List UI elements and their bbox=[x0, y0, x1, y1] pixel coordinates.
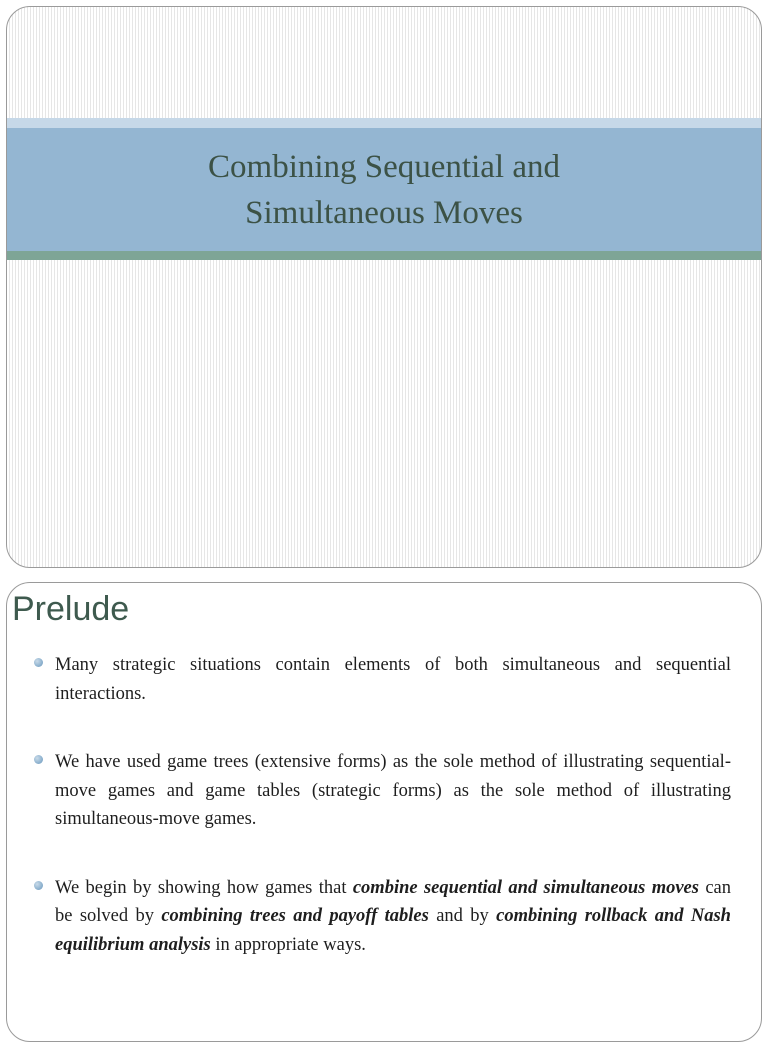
bullet-text-part: can be solved by bbox=[55, 877, 731, 926]
title-band-underline bbox=[7, 251, 761, 260]
title-band bbox=[7, 128, 761, 251]
emphasis-text: combining trees and payoff tables bbox=[161, 906, 429, 926]
bullet-item-2 bbox=[55, 748, 731, 834]
bullet-list bbox=[55, 651, 731, 999]
bullet-text: Many strategic situations contain elements of both simultaneous and sequential interactions. bbox=[55, 655, 731, 704]
bullet-text-part: in appropriate ways. bbox=[210, 934, 366, 955]
slide-title-line-1: Combining Sequential and bbox=[208, 148, 560, 185]
title-band-highlight bbox=[7, 118, 761, 128]
bullet-dot-icon bbox=[34, 881, 43, 890]
bullet-item-3 bbox=[55, 874, 731, 960]
slide-title-line-2: Simultaneous Moves bbox=[245, 194, 523, 231]
emphasis-text: combining rollback and Nash equilibrium analysis bbox=[55, 906, 731, 955]
bullet-text: We have used game trees (extensive forms) as the sole method of illustrating sequential-move games and game tables (strategic forms) as the sole method of illustrating simultaneous-move games. bbox=[55, 752, 731, 829]
bullet-item-1 bbox=[55, 651, 731, 708]
title-slide bbox=[6, 6, 762, 568]
bullet-dot-icon bbox=[34, 658, 43, 667]
bullet-text-part: and by bbox=[428, 906, 497, 926]
prelude-slide bbox=[6, 582, 762, 1042]
bullet-text-part: We begin by showing how games that bbox=[55, 877, 353, 898]
slide-heading: Prelude bbox=[12, 590, 130, 628]
emphasis-text: combine sequential and simultaneous moves bbox=[352, 877, 699, 898]
bullet-dot-icon bbox=[34, 755, 43, 764]
